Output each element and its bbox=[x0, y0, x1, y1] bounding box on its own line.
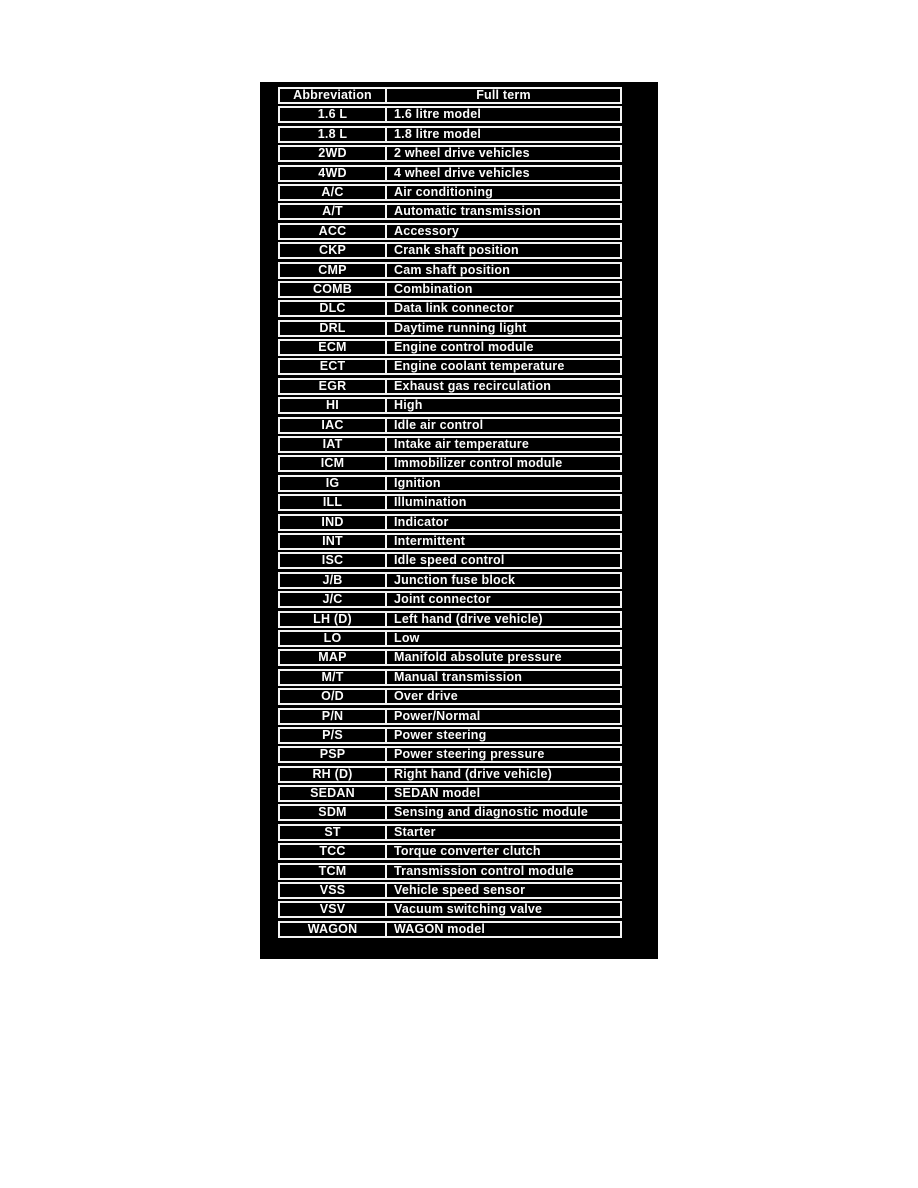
full-term-cell: Exhaust gas recirculation bbox=[394, 379, 552, 393]
table-row bbox=[278, 746, 622, 763]
abbreviation-cell: J/B bbox=[280, 574, 387, 587]
abbreviation-cell: VSS bbox=[280, 884, 387, 897]
abbreviation-cell: IAC bbox=[280, 419, 387, 432]
table-row bbox=[278, 242, 622, 259]
abbreviation-cell: CMP bbox=[280, 264, 387, 277]
table-row bbox=[278, 785, 622, 802]
table-row bbox=[278, 300, 622, 317]
table-row bbox=[278, 611, 622, 628]
full-term-cell: Combination bbox=[394, 282, 473, 296]
full-term-cell: Indicator bbox=[394, 515, 449, 529]
full-term-cell: Idle speed control bbox=[394, 554, 505, 568]
abbreviation-cell: TCC bbox=[280, 845, 387, 858]
full-term-cell: Power steering pressure bbox=[394, 748, 545, 762]
scanned-table-panel bbox=[260, 82, 658, 959]
table-row bbox=[278, 455, 622, 472]
full-term-cell: Intermittent bbox=[394, 534, 466, 548]
full-term-cell: Vacuum switching valve bbox=[394, 903, 543, 917]
full-term-cell: 4 wheel drive vehicles bbox=[394, 166, 530, 180]
abbreviation-cell: ICM bbox=[280, 457, 387, 470]
table-row bbox=[278, 203, 622, 220]
full-term-cell: Idle air control bbox=[394, 418, 484, 432]
table-row bbox=[278, 921, 622, 938]
abbreviation-cell: LH (D) bbox=[280, 613, 387, 626]
full-term-cell: Transmission control module bbox=[394, 864, 574, 878]
table-row bbox=[278, 863, 622, 880]
abbreviation-cell: IND bbox=[280, 516, 387, 529]
full-term-cell: Data link connector bbox=[394, 302, 514, 316]
abbreviation-cell: 1.6 L bbox=[280, 108, 387, 121]
table-row bbox=[278, 358, 622, 375]
abbreviation-cell: IG bbox=[280, 477, 387, 490]
abbreviation-cell: DLC bbox=[280, 302, 387, 315]
abbreviation-cell: VSV bbox=[280, 903, 387, 916]
table-body bbox=[278, 106, 622, 937]
full-term-cell: Ignition bbox=[394, 476, 441, 490]
full-term-cell: Left hand (drive vehicle) bbox=[394, 612, 543, 626]
table-row bbox=[278, 223, 622, 240]
full-term-cell: 2 wheel drive vehicles bbox=[394, 147, 530, 161]
abbreviation-cell: ISC bbox=[280, 554, 387, 567]
table-row bbox=[278, 824, 622, 841]
full-term-cell: SEDAN model bbox=[394, 787, 481, 801]
abbreviation-cell: 2WD bbox=[280, 147, 387, 160]
abbreviation-cell: O/D bbox=[280, 690, 387, 703]
full-term-cell: Vehicle speed sensor bbox=[394, 884, 526, 898]
full-term-cell: Cam shaft position bbox=[394, 263, 511, 277]
abbreviation-cell: A/C bbox=[280, 186, 387, 199]
abbreviation-cell: ST bbox=[280, 826, 387, 839]
full-term-cell: Immobilizer control module bbox=[394, 457, 563, 471]
abbreviation-cell: SDM bbox=[280, 806, 387, 819]
table-row bbox=[278, 901, 622, 918]
full-term-cell: WAGON model bbox=[394, 922, 486, 936]
abbreviation-cell: COMB bbox=[280, 283, 387, 296]
full-term-cell: Junction fuse block bbox=[394, 573, 516, 587]
full-term-cell: Torque converter clutch bbox=[394, 845, 541, 859]
abbreviation-cell: TCM bbox=[280, 865, 387, 878]
full-term-cell: Accessory bbox=[394, 224, 460, 238]
table-row bbox=[278, 494, 622, 511]
abbreviation-cell: P/S bbox=[280, 729, 387, 742]
full-term-cell: Engine control module bbox=[394, 341, 534, 355]
full-term-cell: Automatic transmission bbox=[394, 205, 541, 219]
table-row bbox=[278, 378, 622, 395]
table-header-row bbox=[278, 87, 622, 104]
full-term-cell: Power/Normal bbox=[394, 709, 481, 723]
full-term-cell: Air conditioning bbox=[394, 185, 494, 199]
table-row bbox=[278, 436, 622, 453]
table-row bbox=[278, 339, 622, 356]
table-row bbox=[278, 708, 622, 725]
table-row bbox=[278, 184, 622, 201]
abbreviation-cell: ACC bbox=[280, 225, 387, 238]
table-row bbox=[278, 766, 622, 783]
full-term-cell: Starter bbox=[394, 825, 436, 839]
table-row bbox=[278, 145, 622, 162]
abbreviation-cell: J/C bbox=[280, 593, 387, 606]
full-term-cell: Right hand (drive vehicle) bbox=[394, 767, 553, 781]
abbreviation-cell: DRL bbox=[280, 322, 387, 335]
full-term-cell: Sensing and diagnostic module bbox=[394, 806, 589, 820]
table-row bbox=[278, 165, 622, 182]
full-term-cell: 1.6 litre model bbox=[394, 108, 482, 122]
table-row bbox=[278, 262, 622, 279]
full-term-cell: Intake air temperature bbox=[394, 438, 530, 452]
table-row bbox=[278, 552, 622, 569]
abbreviation-cell: LO bbox=[280, 632, 387, 645]
abbreviation-cell: M/T bbox=[280, 671, 387, 684]
full-term-cell: Power steering bbox=[394, 728, 487, 742]
table-row bbox=[278, 320, 622, 337]
table-row bbox=[278, 397, 622, 414]
abbreviation-cell: 4WD bbox=[280, 167, 387, 180]
full-term-cell: Manifold absolute pressure bbox=[394, 651, 562, 665]
table-row bbox=[278, 727, 622, 744]
table-row bbox=[278, 882, 622, 899]
abbreviation-cell: ECT bbox=[280, 360, 387, 373]
abbreviation-cell: RH (D) bbox=[280, 768, 387, 781]
table-row bbox=[278, 126, 622, 143]
table-row bbox=[278, 591, 622, 608]
full-term-cell: Low bbox=[394, 631, 420, 645]
full-term-cell: Engine coolant temperature bbox=[394, 360, 565, 374]
full-term-column-header: Full term bbox=[476, 89, 531, 102]
full-term-cell: 1.8 litre model bbox=[394, 127, 482, 141]
table-row bbox=[278, 572, 622, 589]
table-row bbox=[278, 514, 622, 531]
full-term-cell: Daytime running light bbox=[394, 321, 527, 335]
abbreviation-cell: HI bbox=[280, 399, 387, 412]
table-row bbox=[278, 804, 622, 821]
abbreviation-cell: ECM bbox=[280, 341, 387, 354]
abbreviation-cell: IAT bbox=[280, 438, 387, 451]
abbreviation-cell: INT bbox=[280, 535, 387, 548]
table-row bbox=[278, 475, 622, 492]
abbreviation-cell: A/T bbox=[280, 205, 387, 218]
table-row bbox=[278, 669, 622, 686]
table-row bbox=[278, 843, 622, 860]
abbreviation-cell: SEDAN bbox=[280, 787, 387, 800]
abbreviation-cell: ILL bbox=[280, 496, 387, 509]
full-term-cell: Joint connector bbox=[394, 593, 491, 607]
abbreviation-cell: MAP bbox=[280, 651, 387, 664]
abbreviation-cell: P/N bbox=[280, 710, 387, 723]
abbreviation-column-header: Abbreviation bbox=[280, 89, 387, 102]
abbreviation-cell: WAGON bbox=[280, 923, 387, 936]
table-row bbox=[278, 106, 622, 123]
full-term-cell: Over drive bbox=[394, 690, 458, 704]
table-row bbox=[278, 630, 622, 647]
full-term-cell: Crank shaft position bbox=[394, 244, 519, 258]
table-row bbox=[278, 417, 622, 434]
table-row bbox=[278, 688, 622, 705]
table-row bbox=[278, 281, 622, 298]
table-row bbox=[278, 533, 622, 550]
abbreviation-cell: EGR bbox=[280, 380, 387, 393]
table-row bbox=[278, 649, 622, 666]
abbreviation-cell: 1.8 L bbox=[280, 128, 387, 141]
full-term-cell: Manual transmission bbox=[394, 670, 523, 684]
abbreviation-cell: PSP bbox=[280, 748, 387, 761]
full-term-cell: Illumination bbox=[394, 496, 467, 510]
full-term-cell: High bbox=[394, 399, 423, 413]
abbreviation-table bbox=[278, 87, 622, 940]
abbreviation-cell: CKP bbox=[280, 244, 387, 257]
